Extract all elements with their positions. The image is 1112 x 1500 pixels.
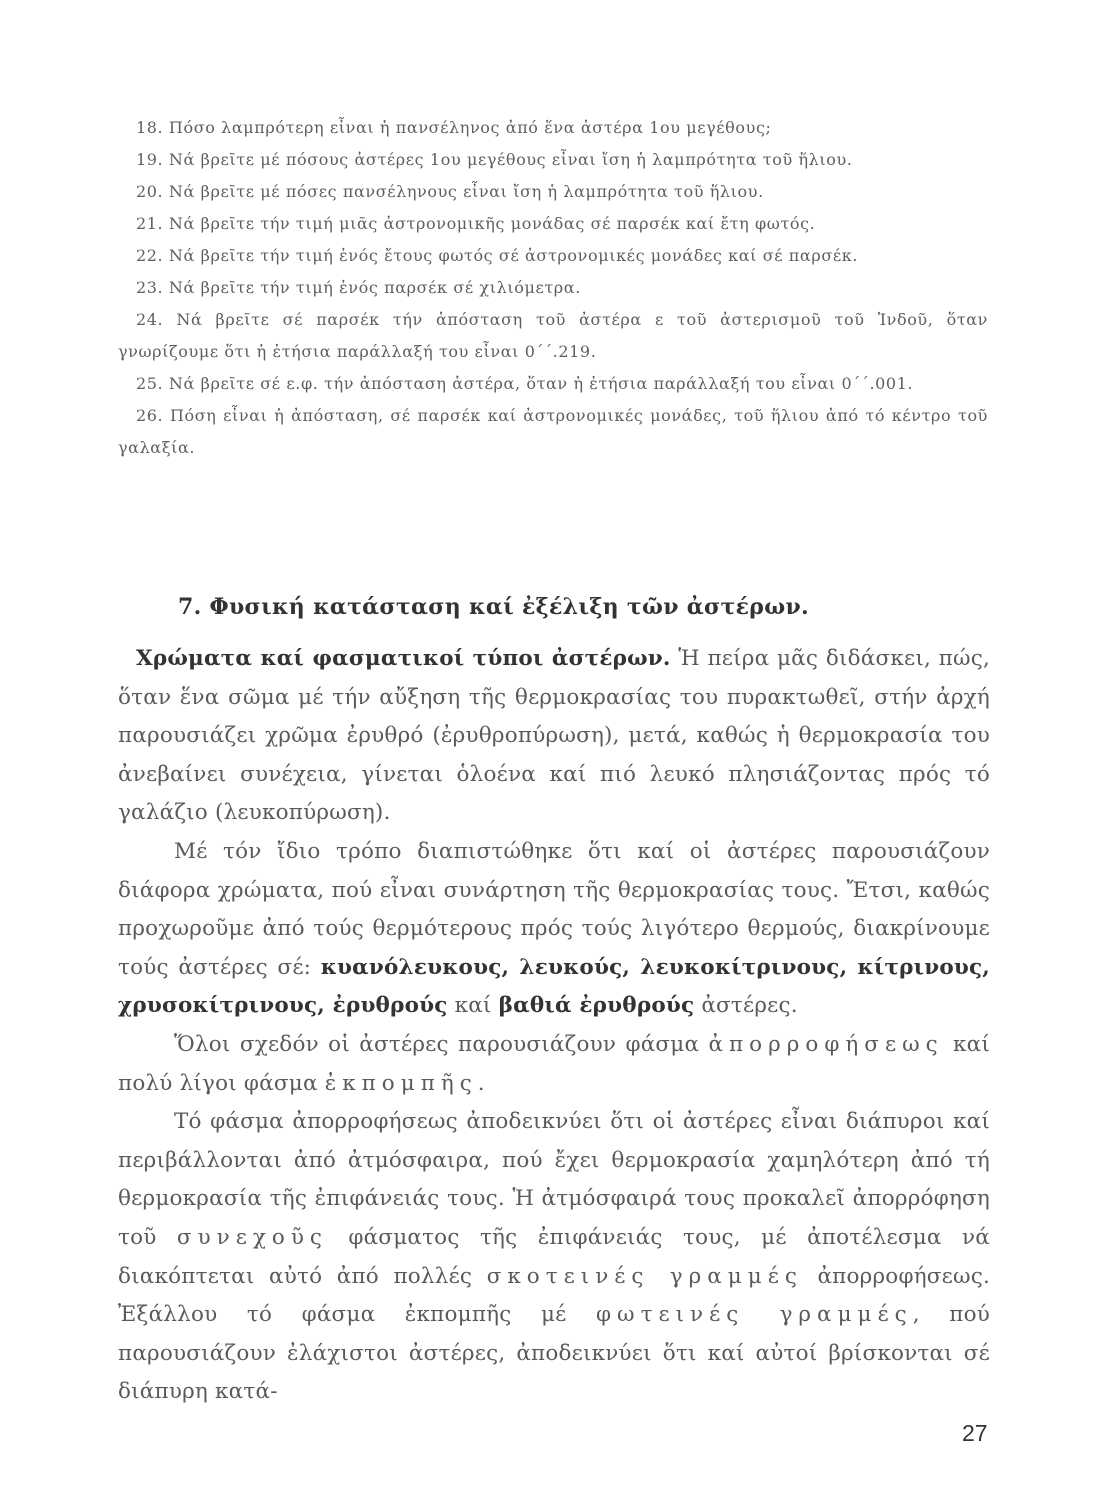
paragraph-text: φάσματος τῆς ἐπιφάνειάς τους, μέ ἀποτέλεσμα νά διακόπτεται αὐτό ἀπό πολλές bbox=[118, 1224, 991, 1289]
exercise-24: 24. Νά βρεῖτε σέ παρσέκ τήν ἀπόσταση τοῦ ἀστέρα ε τοῦ ἀστερισμοῦ τοῦ Ἰνδοῦ, ὅταν γνωρίζουμε ὅτι ἡ ἐτήσια παράλλαξή του εἶναι 0΄΄.219. bbox=[118, 310, 988, 361]
paragraph-text: καί bbox=[447, 993, 499, 1019]
star-color-deep-red: βαθιά ἐρυθρούς bbox=[498, 993, 695, 1019]
paragraph-text: Ὅλοι σχεδόν οἱ ἀστέρες παρουσιάζουν φάσμα bbox=[174, 1031, 709, 1057]
exercise-25: 25. Νά βρεῖτε σέ ε.φ. τήν ἀπόσταση ἀστέρα, ὅταν ἡ ἐτήσια παράλλαξή του εἶναι 0΄΄.001. bbox=[136, 374, 914, 393]
exercise-23: 23. Νά βρεῖτε τήν τιμή ἑνός παρσέκ σέ χιλιόμετρα. bbox=[136, 278, 581, 297]
paragraph-text: Μέ τόν ἴδιο τρόπο διαπιστώθηκε ὅτι καί οἱ ἀστέρες παρουσιάζουν διάφορα χρώματα, πού εἶναι συνάρτηση τῆς θερμοκρασίας τους. Ἔτσι, καθώς προχωροῦμε ἀπό τούς θερμότερους πρός τούς λιγότερο θερμούς, διακρίνουμε τούς ἀστέρες σέ: bbox=[118, 838, 990, 980]
section-body bbox=[118, 640, 990, 1412]
exercise-20: 20. Νά βρεῖτε μέ πόσες πανσέληνους εἶναι ἴση ἡ λαμπρότητα τοῦ ἥλιου. bbox=[136, 182, 764, 201]
term-dark-lines: σκοτεινές γραμμές bbox=[486, 1263, 803, 1289]
exercise-26: 26. Πόση εἶναι ἡ ἀπόσταση, σέ παρσέκ καί ἀστρονομικές μονάδες, τοῦ ἥλιου ἀπό τό κέντρο τοῦ γαλαξία. bbox=[118, 406, 988, 457]
exercise-21: 21. Νά βρεῖτε τήν τιμή μιᾶς ἀστρονομικῆς μονάδας σέ παρσέκ καί ἔτη φωτός. bbox=[136, 214, 816, 233]
term-absorption: ἀπορροφήσεως bbox=[708, 1031, 944, 1057]
paragraph-text: Ἡ πείρα μᾶς διδάσκει, πώς, ὅταν ἕνα σῶμα μέ τήν αὔξηση τῆς θερμοκρασίας του πυρακτωθεῖ, στήν ἀρχή παρουσιάζει χρῶμα ἐρυθρό (ἐρυθροπύρωση), μετά, καθώς ἡ θερμοκρασία του ἀνεβαίνει συνέχεια, γίνεται ὁλοένα καί πιό λευκό πλησιάζοντας πρός τό γαλάζιο (λευκοπύρωση). bbox=[118, 646, 991, 826]
paragraph-text: , πού παρουσιάζουν ἐλάχιστοι ἀστέρες, ἀποδεικνύει ὅτι καί αὐτοί βρίσκονται σέ διάπυρη κατά- bbox=[118, 1302, 990, 1405]
term-emission: ἐκπομπῆς bbox=[324, 1070, 478, 1096]
paragraph-text: ἀστέρες. bbox=[694, 993, 798, 1019]
term-bright-lines: φωτεινές γραμμές bbox=[595, 1302, 913, 1328]
paragraph-text: . bbox=[477, 1070, 485, 1096]
paragraph-colors-intro bbox=[118, 640, 990, 833]
run-in-heading: Χρώματα καί φασματικοί τύποι ἀστέρων. bbox=[136, 646, 671, 671]
term-continuous: συνεχοῦς bbox=[176, 1224, 328, 1250]
paragraph-absorption-spectrum bbox=[118, 1103, 990, 1412]
paragraph-text: ἀπορροφήσεως. Ἐξάλλου τό φάσμα ἐκπομπῆς μέ bbox=[118, 1263, 991, 1328]
exercise-19: 19. Νά βρεῖτε μέ πόσους ἀστέρες 1ου μεγέθους εἶναι ἴση ἡ λαμπρότητα τοῦ ἥλιου. bbox=[136, 150, 853, 169]
section-title: 7. Φυσική κατάσταση καί ἐξέλιξη τῶν ἀστέρων. bbox=[178, 594, 810, 620]
exercise-list bbox=[118, 112, 988, 464]
paragraph-star-colors bbox=[118, 833, 990, 1026]
exercise-22: 22. Νά βρεῖτε τήν τιμή ἑνός ἔτους φωτός σέ ἀστρονομικές μονάδες καί σέ παρσέκ. bbox=[136, 246, 859, 265]
star-color-list: κυανόλευκους, λευκούς, λευκοκίτρινους, κίτρινους, χρυσοκίτρινους, ἐρυθρούς bbox=[118, 954, 990, 1019]
paragraph-text: Τό φάσμα ἀπορροφήσεως ἀποδεικνύει ὅτι οἱ ἀστέρες εἶναι διάπυροι καί περιβάλλονται ἀπό ἀτμόσφαιρα, πού ἔχει θερμοκρασία χαμηλότερη ἀπό τή θερμοκρασία τῆς ἐπιφάνειάς τους. Ἡ ἀτμόσφαιρά τους προκαλεῖ ἀπορρόφηση τοῦ bbox=[118, 1109, 990, 1250]
exercise-18: 18. Πόσο λαμπρότερη εἶναι ἡ πανσέληνος ἀπό ἕνα ἀστέρα 1ου μεγέθους; bbox=[136, 118, 772, 137]
paragraph-text: καί πολύ λίγοι φάσμα bbox=[118, 1031, 990, 1096]
page-number: 27 bbox=[962, 1420, 988, 1446]
paragraph-spectra-types bbox=[118, 1026, 990, 1103]
